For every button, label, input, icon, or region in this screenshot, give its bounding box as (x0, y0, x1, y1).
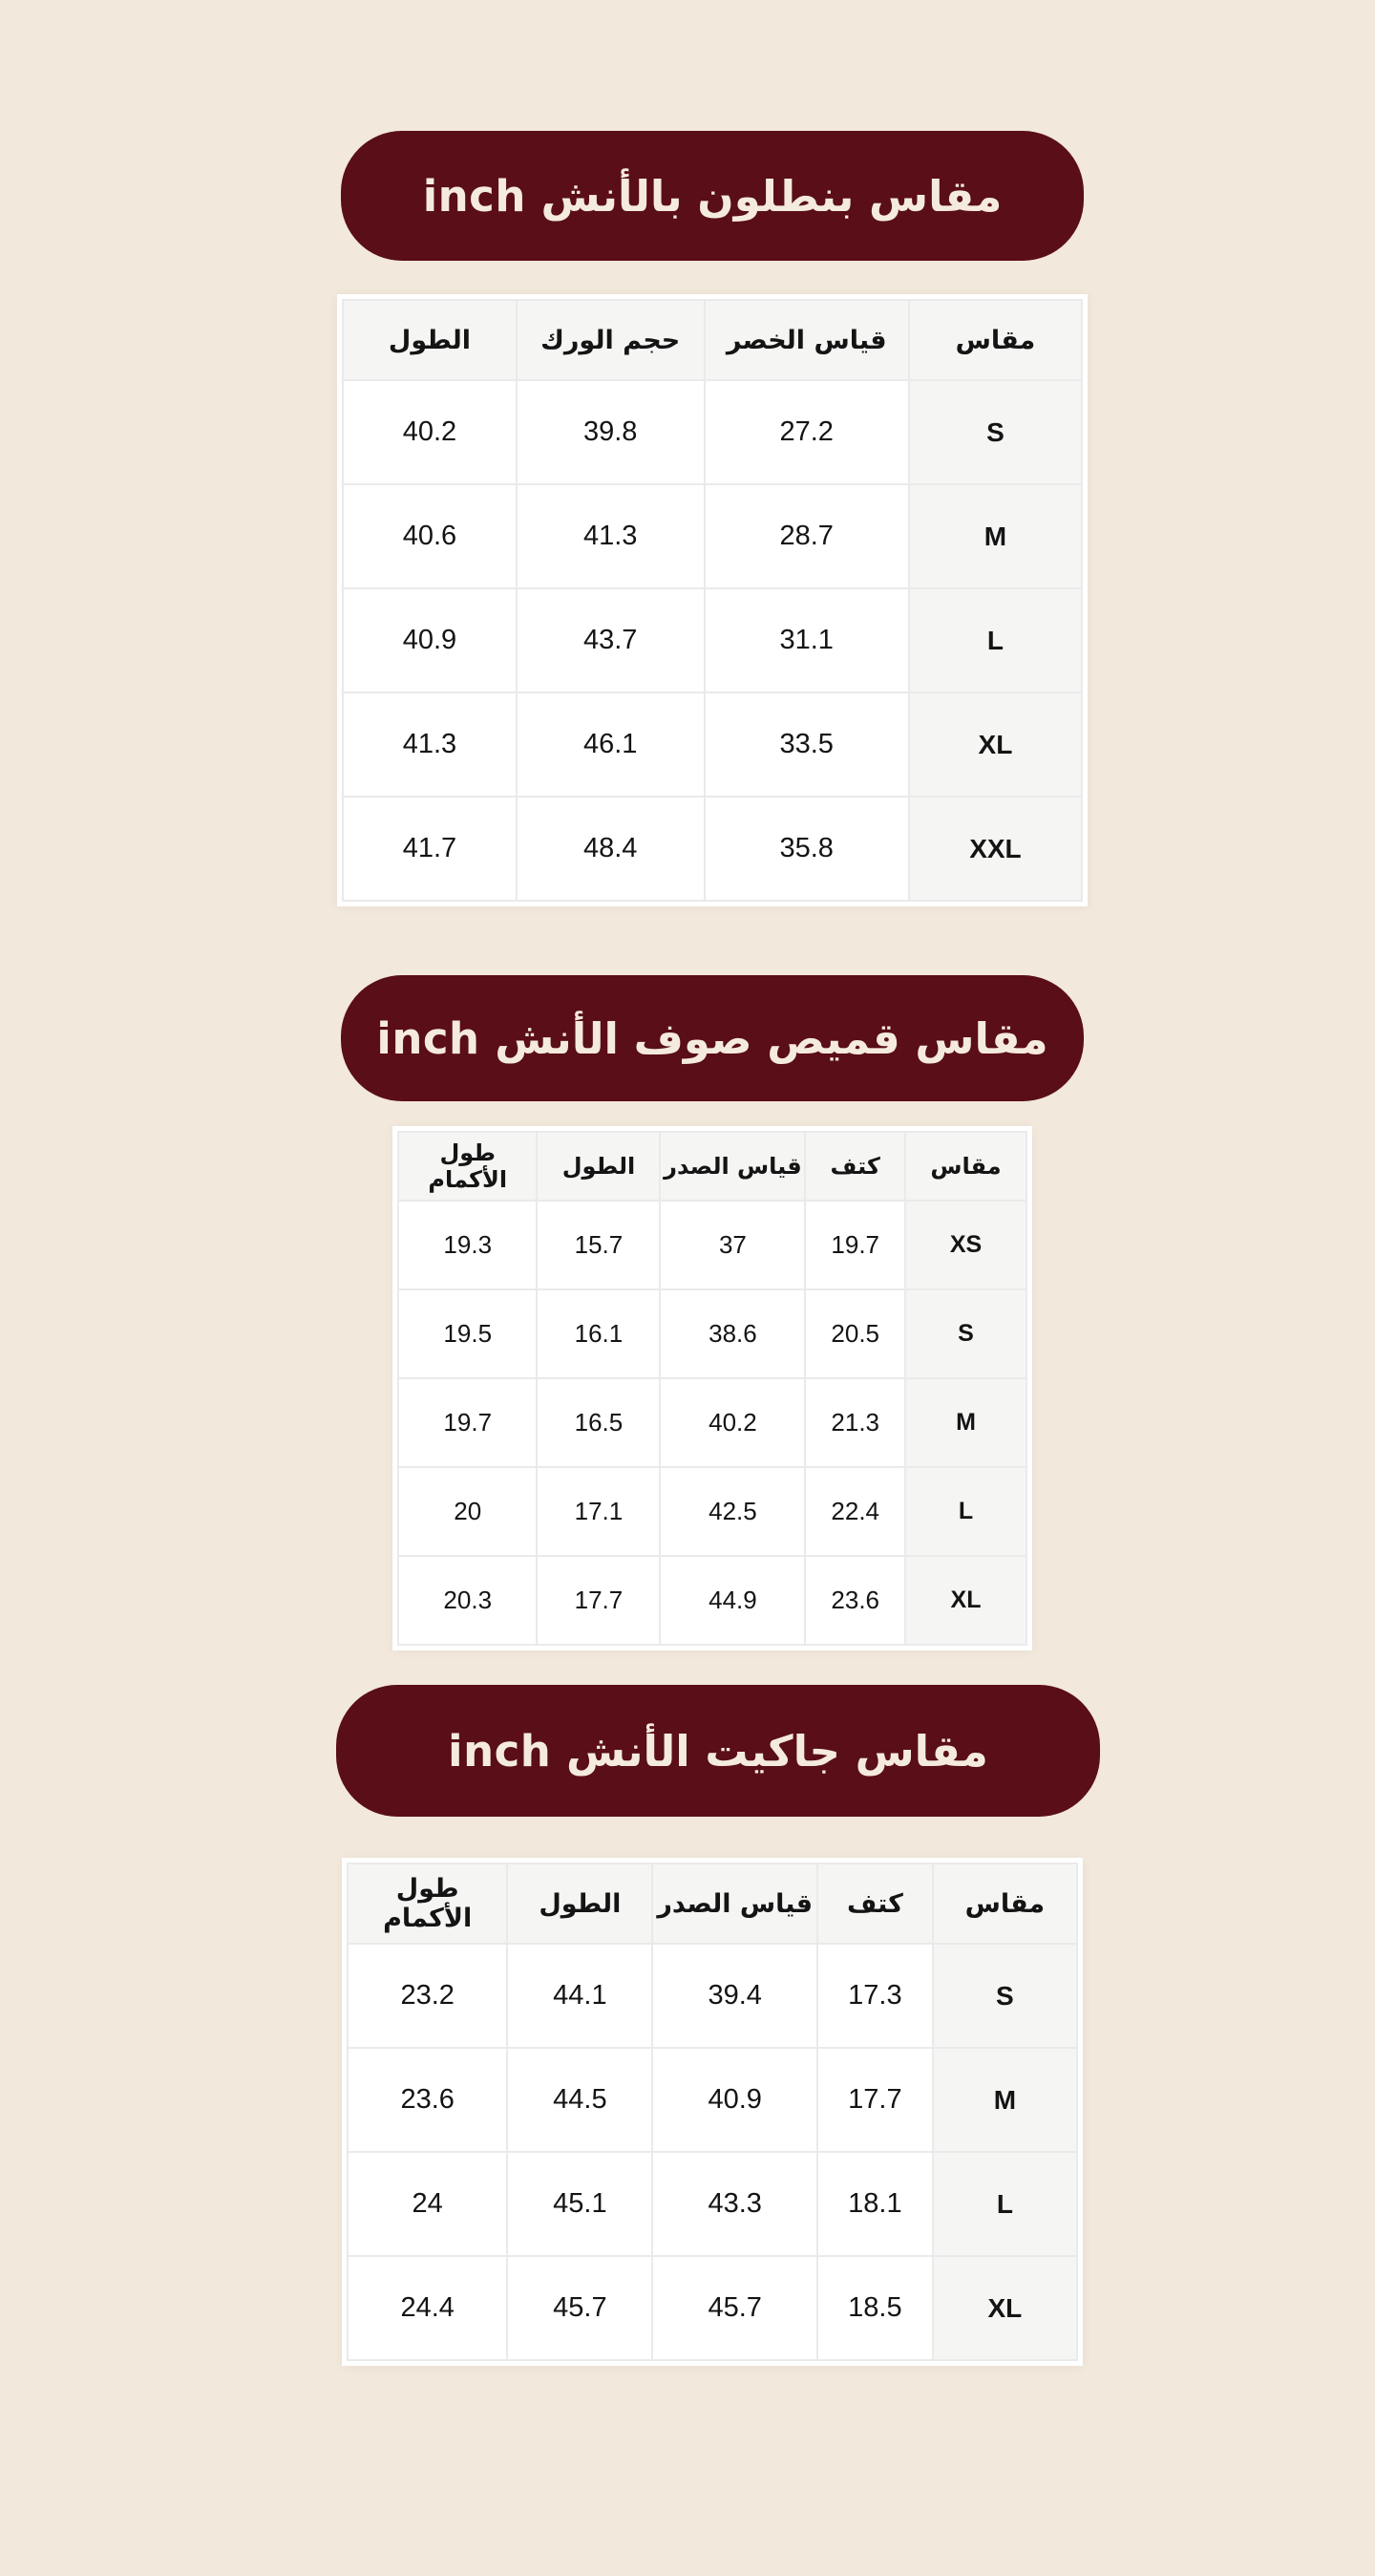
size-cell: M (933, 2048, 1077, 2152)
value-cell: 20.3 (398, 1556, 537, 1645)
wool-shirt-title-banner (341, 975, 1084, 1101)
value-cell: 23.6 (805, 1556, 905, 1645)
pants-row-s (343, 380, 1082, 484)
value-cell: 27.2 (705, 380, 909, 484)
value-cell: 23.6 (348, 2048, 507, 2152)
value-cell: 43.7 (517, 588, 705, 692)
value-cell: 45.7 (507, 2256, 652, 2360)
pants-row-xxl (343, 797, 1082, 901)
value-cell: 39.8 (517, 380, 705, 484)
size-cell: XXL (909, 797, 1082, 901)
jacket-col-shoulder: كتف (817, 1863, 933, 1944)
value-cell: 16.1 (537, 1289, 660, 1378)
value-cell: 20.5 (805, 1289, 905, 1378)
pants-col-waist: قياس الخصر (705, 300, 909, 380)
value-cell: 41.3 (343, 692, 517, 797)
shirt-col-length: الطول (537, 1132, 660, 1201)
value-cell: 19.7 (805, 1201, 905, 1289)
pants-col-hip: حجم الورك (517, 300, 705, 380)
value-cell: 23.2 (348, 1944, 507, 2048)
value-cell: 45.1 (507, 2152, 652, 2256)
jacket-col-chest: قياس الصدر (652, 1863, 817, 1944)
value-cell: 19.7 (398, 1378, 537, 1467)
pants-col-length: الطول (343, 300, 517, 380)
section-pants (336, 131, 1089, 906)
pants-title-banner (341, 131, 1084, 261)
jacket-table-card (342, 1858, 1083, 2366)
value-cell: 40.9 (652, 2048, 817, 2152)
value-cell: 33.5 (705, 692, 909, 797)
jacket-header-row (348, 1863, 1077, 1944)
value-cell: 20 (398, 1467, 537, 1556)
pants-section-title: مقاس بنطلون بالأنش inch (422, 170, 1003, 222)
size-cell: S (905, 1289, 1026, 1378)
jacket-size-table (347, 1863, 1078, 2361)
jacket-col-size: مقاس (933, 1863, 1077, 1944)
wool-shirt-header-row (398, 1132, 1026, 1201)
wool-shirt-section-title: مقاس قميص صوف الأنش inch (376, 1012, 1048, 1064)
value-cell: 40.9 (343, 588, 517, 692)
value-cell: 40.2 (660, 1378, 805, 1467)
value-cell: 44.9 (660, 1556, 805, 1645)
value-cell: 37 (660, 1201, 805, 1289)
value-cell: 48.4 (517, 797, 705, 901)
wool-shirt-size-table (397, 1131, 1027, 1646)
size-cell: L (905, 1467, 1026, 1556)
value-cell: 40.2 (343, 380, 517, 484)
shirt-row-xs (398, 1201, 1026, 1289)
value-cell: 21.3 (805, 1378, 905, 1467)
value-cell: 19.5 (398, 1289, 537, 1378)
value-cell: 44.1 (507, 1944, 652, 2048)
value-cell: 24.4 (348, 2256, 507, 2360)
value-cell: 31.1 (705, 588, 909, 692)
size-cell: XS (905, 1201, 1026, 1289)
value-cell: 19.3 (398, 1201, 537, 1289)
jacket-row-s (348, 1944, 1077, 2048)
size-cell: L (909, 588, 1082, 692)
value-cell: 16.5 (537, 1378, 660, 1467)
shirt-col-shoulder: كتف (805, 1132, 905, 1201)
value-cell: 28.7 (705, 484, 909, 588)
jacket-row-m (348, 2048, 1077, 2152)
value-cell: 42.5 (660, 1467, 805, 1556)
shirt-row-m (398, 1378, 1026, 1467)
value-cell: 17.7 (817, 2048, 933, 2152)
jacket-row-l (348, 2152, 1077, 2256)
value-cell: 35.8 (705, 797, 909, 901)
shirt-row-xl (398, 1556, 1026, 1645)
section-wool-shirt (336, 975, 1089, 1650)
value-cell: 15.7 (537, 1201, 660, 1289)
size-cell: L (933, 2152, 1077, 2256)
pants-col-size: مقاس (909, 300, 1082, 380)
jacket-col-length: الطول (507, 1863, 652, 1944)
pants-row-m (343, 484, 1082, 588)
value-cell: 17.1 (537, 1467, 660, 1556)
pants-table-card (337, 294, 1088, 906)
jacket-title-banner (336, 1685, 1100, 1817)
size-guide-content (336, 131, 1089, 2366)
size-cell: XL (909, 692, 1082, 797)
shirt-col-sleeve: طول الأكمام (398, 1132, 537, 1201)
section-jacket (336, 1685, 1089, 2366)
value-cell: 18.5 (817, 2256, 933, 2360)
value-cell: 22.4 (805, 1467, 905, 1556)
value-cell: 17.3 (817, 1944, 933, 2048)
value-cell: 38.6 (660, 1289, 805, 1378)
pants-header-row (343, 300, 1082, 380)
value-cell: 45.7 (652, 2256, 817, 2360)
size-cell: XL (933, 2256, 1077, 2360)
pants-size-table (342, 299, 1083, 902)
pants-row-l (343, 588, 1082, 692)
value-cell: 41.7 (343, 797, 517, 901)
value-cell: 17.7 (537, 1556, 660, 1645)
value-cell: 18.1 (817, 2152, 933, 2256)
size-cell: M (905, 1378, 1026, 1467)
shirt-row-l (398, 1467, 1026, 1556)
value-cell: 44.5 (507, 2048, 652, 2152)
value-cell: 43.3 (652, 2152, 817, 2256)
value-cell: 41.3 (517, 484, 705, 588)
shirt-row-s (398, 1289, 1026, 1378)
size-cell: M (909, 484, 1082, 588)
size-cell: S (909, 380, 1082, 484)
shirt-col-chest: قياس الصدر (660, 1132, 805, 1201)
size-cell: S (933, 1944, 1077, 2048)
size-cell: XL (905, 1556, 1026, 1645)
jacket-col-sleeve: طول الأكمام (348, 1863, 507, 1944)
pants-row-xl (343, 692, 1082, 797)
wool-shirt-table-card (392, 1126, 1032, 1650)
value-cell: 46.1 (517, 692, 705, 797)
jacket-section-title: مقاس جاكيت الأنش inch (448, 1725, 988, 1777)
value-cell: 40.6 (343, 484, 517, 588)
jacket-row-xl (348, 2256, 1077, 2360)
value-cell: 24 (348, 2152, 507, 2256)
shirt-col-size: مقاس (905, 1132, 1026, 1201)
value-cell: 39.4 (652, 1944, 817, 2048)
